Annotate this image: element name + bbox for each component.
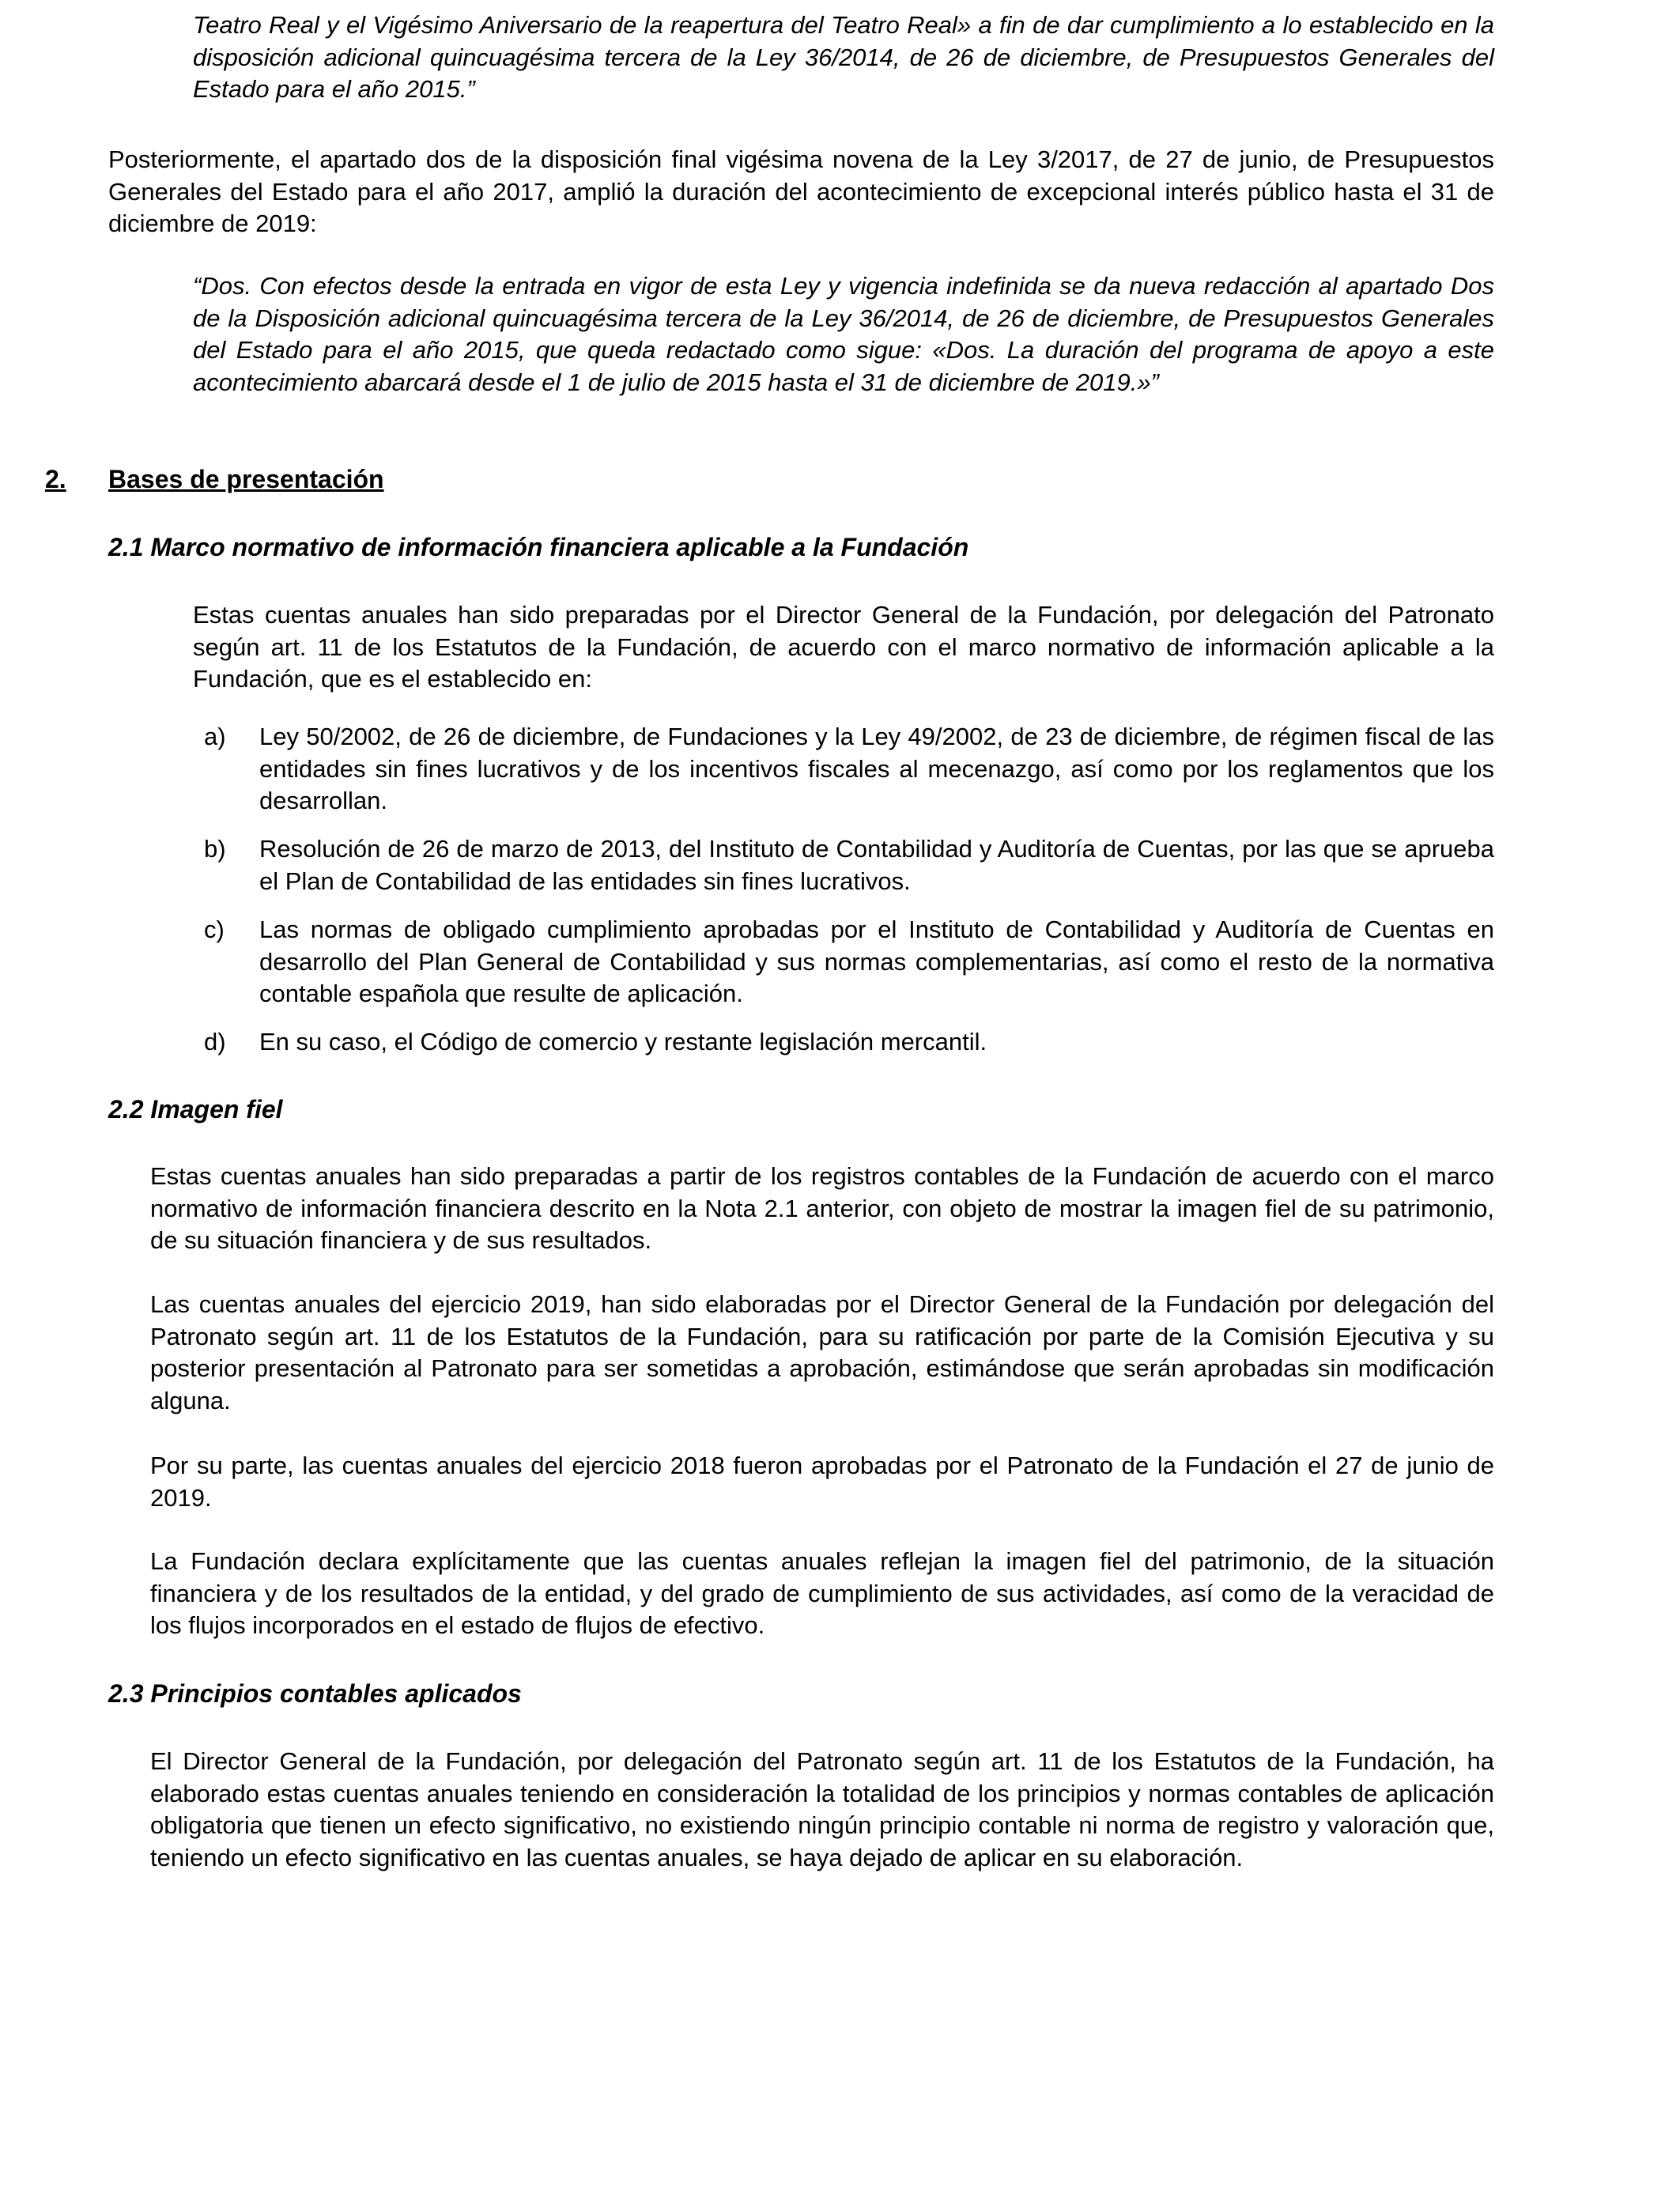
section-2-1-intro-text: Estas cuentas anuales han sido preparadas por el Director General de la Fundación, por delegación del Patronato según art. 11 de los Estatutos de la Fundación, de acuerdo con el marco normativo de información aplicable a la Fundación, que es el establecido en: [193,601,1494,693]
list-item-text: Resolución de 26 de marzo de 2013, del Instituto de Contabilidad y Auditoría de Cuentas, por las que se aprueba el Plan de Contabilidad de las entidades sin fines lucrativos. [259,835,1494,895]
quote-dos-text: “Dos. Con efectos desde la entrada en vigor de esta Ley y vigencia indefinida se da nueva redacción al apartado Dos de la Disposición adicional quincuagésima tercera de la Ley 36/2014, de 26 de diciembre, de Presupuestos Generales del Estado para el año 2015, que queda redactado como sigue: «Dos. La duración del programa de apoyo a este acontecimiento abarcará desde el 1 de julio de 2015 hasta el 31 de diciembre de 2019.»” [193,272,1494,396]
list-item-text: En su caso, el Código de comercio y restante legislación mercantil. [259,1028,987,1055]
paragraph-text: Por su parte, las cuentas anuales del ejercicio 2018 fueron aprobadas por el Patronato de la Fundación el 27 de junio de 2019. [150,1452,1494,1512]
list-marker: a) [204,723,226,750]
paragraph-text: El Director General de la Fundación, por delegación del Patronato según art. 11 de los Estatutos de la Fundación, ha elaborado estas cuentas anuales teniendo en consideración la totalidad de los principios y normas contables de aplicación obligatoria que tienen un efecto significativo, no existiendo ningún principio contable ni norma de registro y valoración que, teniendo un efecto significativo en las cuentas anuales, se haya dejado de aplicar en su elaboración. [150,1747,1494,1871]
paragraph-posteriormente-text: Posteriormente, el apartado dos de la disposición final vigésima novena de la Ley 3/2017, de 27 de junio, de Presupuestos Generales del Estado para el año 2017, amplió la duración del acontecimiento de excepcional interés público hasta el 31 de diciembre de 2019: [108,145,1494,237]
section-2-2-paragraph [150,1450,1494,1514]
intro-quote [193,9,1494,106]
paragraph-text: La Fundación declara explícitamente que las cuentas anuales reflejan la imagen fiel del patrimonio, de la situación financiera y de los resultados de la entidad, y del grado de cumplimiento de sus actividades, así como de la veracidad de los flujos incorporados en el estado de flujos de efectivo. [150,1547,1494,1639]
section-2-3-heading: 2.3 Principios contables aplicados [108,1679,522,1708]
list-marker: b) [204,835,226,863]
section-2-3-paragraph [150,1746,1494,1874]
section-2-title: Bases de presentación [108,465,384,493]
section-2-heading [45,463,384,495]
section-2-2-heading: 2.2 Imagen fiel [108,1095,283,1123]
list-item-text: Ley 50/2002, de 26 de diciembre, de Fundaciones y la Ley 49/2002, de 23 de diciembre, de régimen fiscal de las entidades sin fines lucrativos y de los incentivos fiscales al mecenazgo, así como por los reglamentos que los desarrollan. [259,723,1494,814]
section-2-2-paragraph [150,1161,1494,1257]
intro-quote-text: Teatro Real y el Vigésimo Aniversario de la reapertura del Teatro Real» a fin de dar cumplimiento a lo establecido en la disposición adicional quincuagésima tercera de la Ley 36/2014, de 26 de diciembre, de Presupuestos Generales del Estado para el año 2015.” [193,11,1494,103]
paragraph-text: Las cuentas anuales del ejercicio 2019, han sido elaboradas por el Director General de la Fundación por delegación del Patronato según art. 11 de los Estatutos de la Fundación, para su ratificación por parte de la Comisión Ejecutiva y su posterior presentación al Patronato para ser sometidas a aprobación, estimándose que serán aprobadas sin modificación alguna. [150,1290,1494,1414]
list-marker: d) [204,1028,226,1055]
section-2-2-paragraph [150,1546,1494,1642]
list-marker: c) [204,916,225,943]
section-2-1-heading: 2.1 Marco normativo de información financiera aplicable a la Fundación [108,533,969,561]
section-2-2-paragraph [150,1289,1494,1417]
paragraph-text: Estas cuentas anuales han sido preparadas a partir de los registros contables de la Fundación de acuerdo con el marco normativo de información financiera descrito en la Nota 2.1 anterior, con objeto de mostrar la imagen fiel de su patrimonio, de su situación financiera y de sus resultados. [150,1162,1494,1254]
list-item-text: Las normas de obligado cumplimiento aprobadas por el Instituto de Contabilidad y Auditoría de Cuentas en desarrollo del Plan General de Contabilidad y sus normas complementarias, así como el resto de la normativa contable española que resulte de aplicación. [259,916,1494,1007]
section-2-1-intro [193,599,1494,696]
paragraph-posteriormente [108,144,1494,240]
quote-dos [193,270,1494,398]
section-2-number: 2. [45,465,66,493]
